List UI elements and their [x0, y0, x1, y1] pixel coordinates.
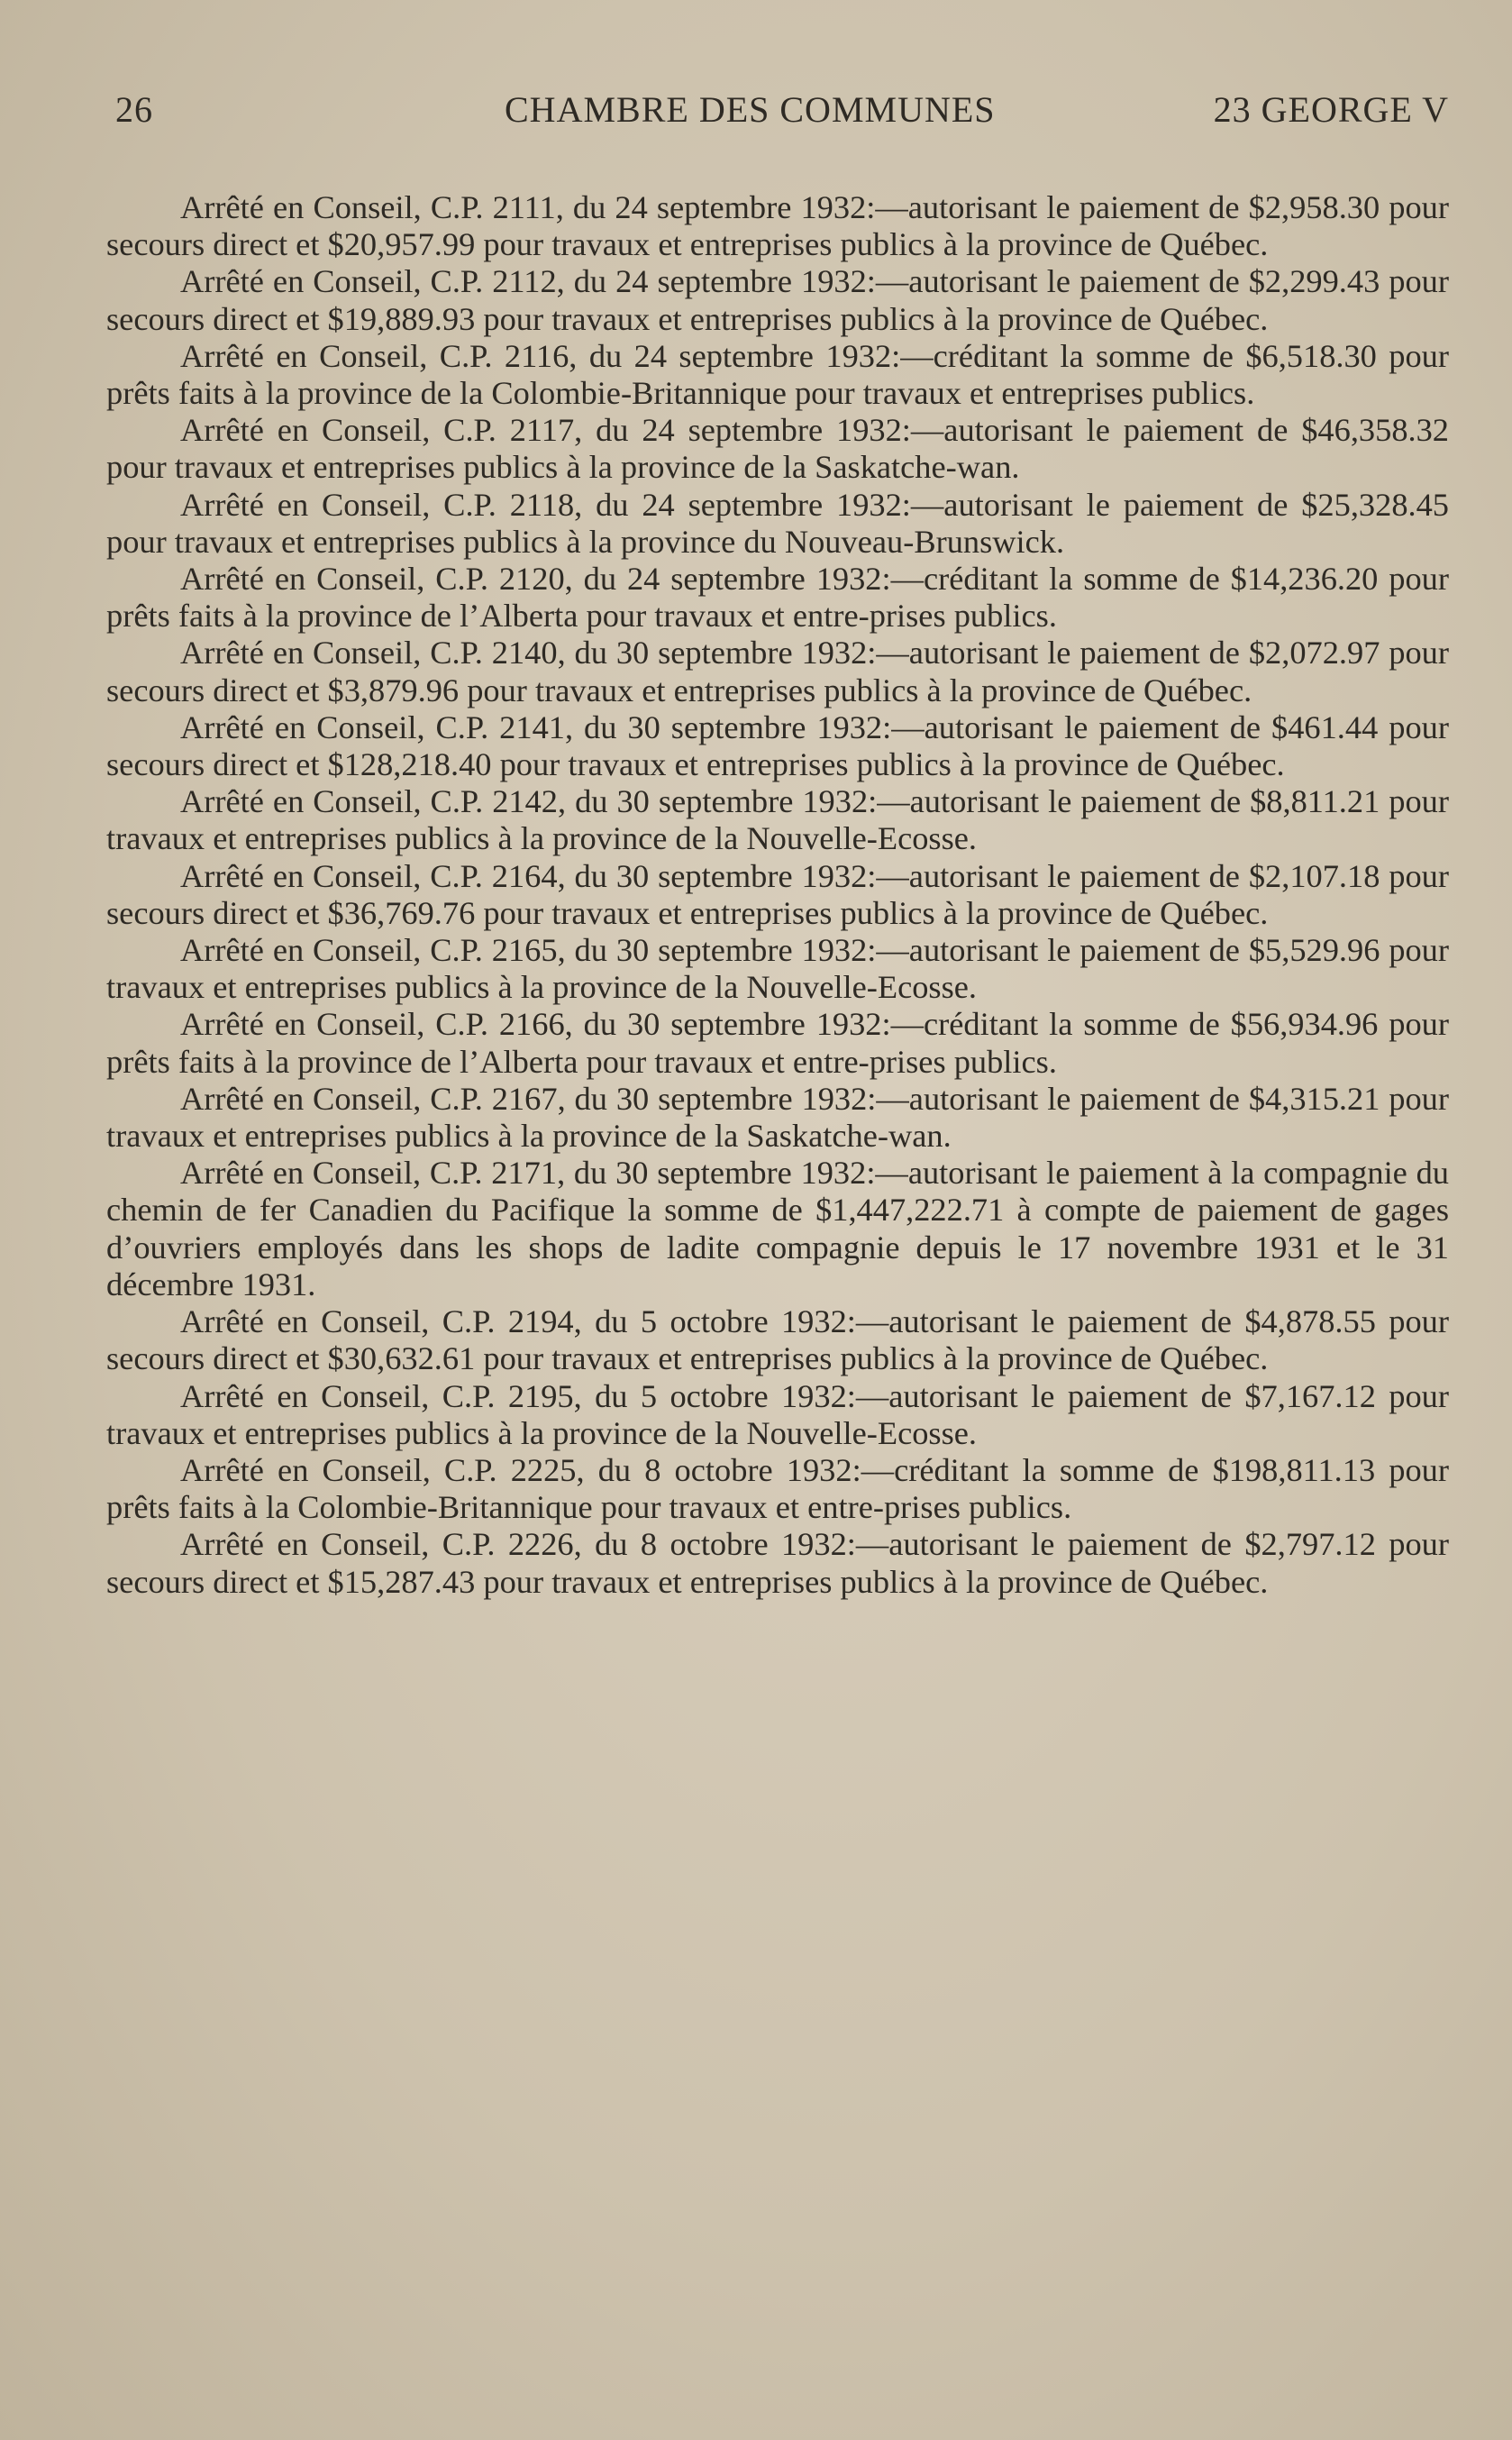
order-in-council-paragraph: Arrêté en Conseil, C.P. 2195, du 5 octobre 1932:—autorisant le paiement de $7,167.12 pour travaux et entreprises publics à la province de la Nouvelle-Ecosse. [106, 1377, 1449, 1451]
running-header [115, 88, 1449, 142]
order-in-council-paragraph: Arrêté en Conseil, C.P. 2112, du 24 septembre 1932:—autorisant le paiement de $2,299.43 pour secours direct et $19,889.93 pour travaux et entreprises publics à la province de Québec. [106, 263, 1449, 337]
order-in-council-paragraph: Arrêté en Conseil, C.P. 2140, du 30 septembre 1932:—autorisant le paiement de $2,072.97 pour secours direct et $3,879.96 pour travaux et entreprises publics à la province de Québec. [106, 635, 1449, 708]
order-in-council-paragraph: Arrêté en Conseil, C.P. 2166, du 30 septembre 1932:—créditant la somme de $56,934.96 pour prêts faits à la province de l’Alberta pour travaux et entre-prises publics. [106, 1006, 1449, 1080]
order-in-council-paragraph: Arrêté en Conseil, C.P. 2118, du 24 septembre 1932:—autorisant le paiement de $25,328.45 pour travaux et entreprises publics à la province du Nouveau-Brunswick. [106, 486, 1449, 560]
header-reign: 23 GEORGE V [1213, 89, 1449, 130]
order-in-council-paragraph: Arrêté en Conseil, C.P. 2141, du 30 septembre 1932:—autorisant le paiement de $461.44 pour secours direct et $128,218.40 pour travaux et entreprises publics à la province de Québec. [106, 708, 1449, 783]
order-in-council-paragraph: Arrêté en Conseil, C.P. 2165, du 30 septembre 1932:—autorisant le paiement de $5,529.96 pour travaux et entreprises publics à la province de la Nouvelle-Ecosse. [106, 932, 1449, 1006]
order-in-council-paragraph: Arrêté en Conseil, C.P. 2142, du 30 septembre 1932:—autorisant le paiement de $8,811.21 pour travaux et entreprises publics à la province de la Nouvelle-Ecosse. [106, 783, 1449, 857]
order-in-council-paragraph: Arrêté en Conseil, C.P. 2225, du 8 octobre 1932:—créditant la somme de $198,811.13 pour prêts faits à la Colombie-Britannique pour travaux et entre-prises publics. [106, 1451, 1449, 1526]
order-in-council-paragraph: Arrêté en Conseil, C.P. 2120, du 24 septembre 1932:—créditant la somme de $14,236.20 pour prêts faits à la province de l’Alberta pour travaux et entre-prises publics. [106, 561, 1449, 635]
page-number: 26 [115, 89, 153, 130]
body-text [106, 189, 1449, 1601]
header-title: CHAMBRE DES COMMUNES [505, 89, 996, 130]
order-in-council-paragraph: Arrêté en Conseil, C.P. 2117, du 24 septembre 1932:—autorisant le paiement de $46,358.32 pour travaux et entreprises publics à la province de la Saskatche-wan. [106, 412, 1449, 486]
order-in-council-paragraph: Arrêté en Conseil, C.P. 2116, du 24 septembre 1932:—créditant la somme de $6,518.30 pour prêts faits à la province de la Colombie-Britannique pour travaux et entreprises publics. [106, 337, 1449, 412]
order-in-council-paragraph: Arrêté en Conseil, C.P. 2164, du 30 septembre 1932:—autorisant le paiement de $2,107.18 pour secours direct et $36,769.76 pour travaux et entreprises publics à la province de Québec. [106, 857, 1449, 931]
order-in-council-paragraph: Arrêté en Conseil, C.P. 2111, du 24 septembre 1932:—autorisant le paiement de $2,958.30 pour secours direct et $20,957.99 pour travaux et entreprises publics à la province de Québec. [106, 189, 1449, 263]
order-in-council-paragraph: Arrêté en Conseil, C.P. 2167, du 30 septembre 1932:—autorisant le paiement de $4,315.21 pour travaux et entreprises publics à la province de la Saskatche-wan. [106, 1080, 1449, 1155]
order-in-council-paragraph: Arrêté en Conseil, C.P. 2171, du 30 septembre 1932:—autorisant le paiement à la compagnie du chemin de fer Canadien du Pacifique la somme de $1,447,222.71 à compte de paiement de gages d’ouvriers employés dans les shops de ladite compagnie depuis le 17 novembre 1931 et le 31 décembre 1931. [106, 1155, 1449, 1302]
order-in-council-paragraph: Arrêté en Conseil, C.P. 2226, du 8 octobre 1932:—autorisant le paiement de $2,797.12 pour secours direct et $15,287.43 pour travaux et entreprises publics à la province de Québec. [106, 1526, 1449, 1600]
order-in-council-paragraph: Arrêté en Conseil, C.P. 2194, du 5 octobre 1932:—autorisant le paiement de $4,878.55 pour secours direct et $30,632.61 pour travaux et entreprises publics à la province de Québec. [106, 1303, 1449, 1377]
